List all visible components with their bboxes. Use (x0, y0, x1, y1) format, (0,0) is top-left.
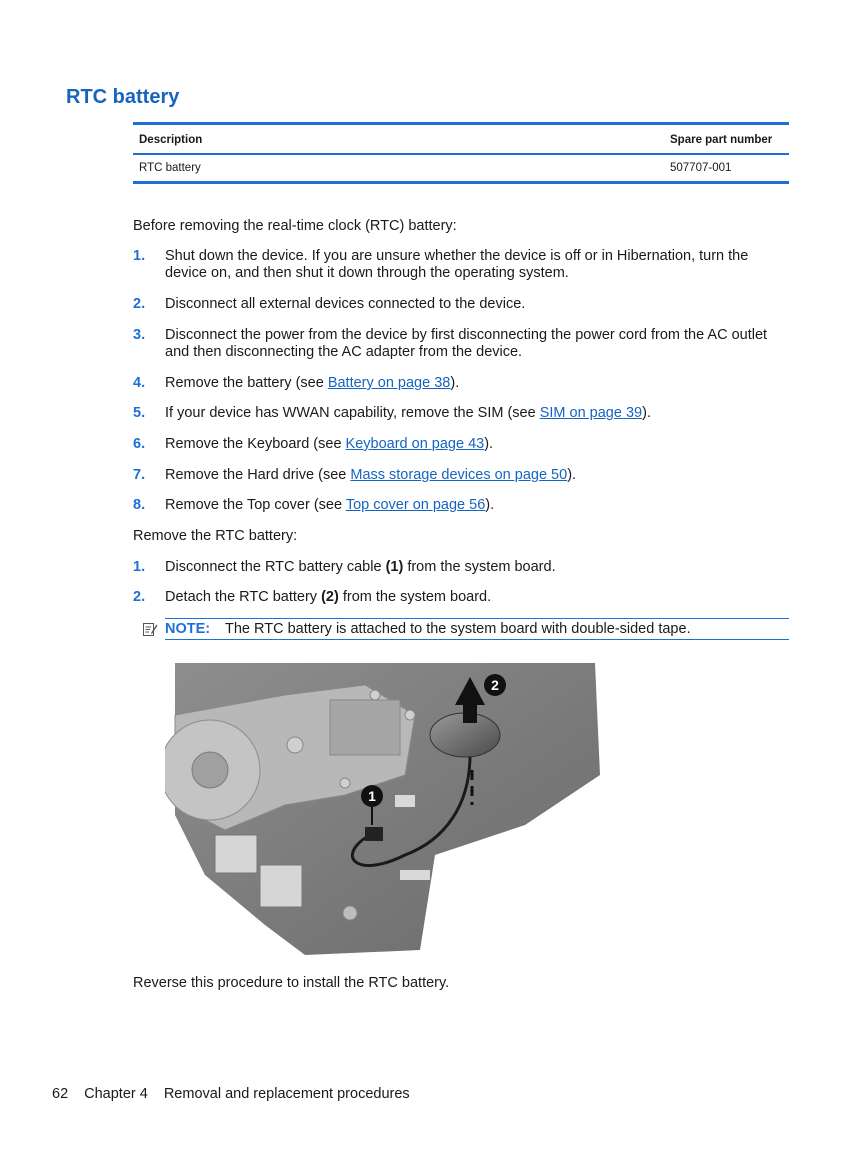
usb-port (260, 865, 302, 907)
step-number: 6. (133, 436, 146, 452)
step-number: 2. (133, 589, 146, 605)
cell-spare-part-number: 507707-001 (670, 161, 732, 174)
fan-hub (192, 752, 228, 788)
link-battery[interactable]: Battery on page 38 (327, 375, 451, 391)
step-number: 2. (133, 296, 146, 312)
step-text: Remove the Top cover (see Top cover on page 56). (165, 497, 495, 513)
step-number: 1. (133, 559, 146, 575)
connector (400, 870, 430, 880)
step-text: Remove the Keyboard (see Keyboard on page 43). (165, 436, 494, 452)
screw (340, 778, 350, 788)
rtc-battery-illustration (165, 655, 610, 958)
link-keyboard[interactable]: Keyboard on page 43 (345, 436, 485, 452)
lift-arrow-shaft (463, 703, 477, 723)
divider (165, 618, 789, 619)
table-header-row (133, 124, 789, 155)
step-text: Disconnect all external devices connected to the device. (165, 296, 526, 312)
note-box (133, 618, 789, 640)
table-row (133, 154, 789, 183)
callout-2-label: 2 (491, 677, 499, 693)
page-footer (52, 1086, 426, 1102)
connector (395, 795, 415, 807)
step-text: Disconnect the RTC battery cable (1) from the system board. (165, 559, 556, 575)
step-text: Detach the RTC battery (2) from the system board. (165, 589, 492, 605)
link-top-cover[interactable]: Top cover on page 56 (345, 497, 486, 513)
link-sim[interactable]: SIM on page 39 (539, 405, 643, 421)
step-number: 4. (133, 375, 146, 391)
note-label: NOTE: (165, 621, 211, 637)
note-icon (142, 621, 158, 637)
intro-text: Before removing the real-time clock (RTC) battery: (133, 218, 457, 234)
step-text: Disconnect the power from the device by first disconnecting the power cord from the AC outlet and then disconnecting the AC adapter from the device. (165, 327, 768, 360)
screw (343, 906, 357, 920)
link-mass-storage[interactable]: Mass storage devices on page 50 (350, 467, 568, 483)
screw (370, 690, 380, 700)
callout-1-label: 1 (368, 788, 376, 804)
page-number: 62 (52, 1086, 69, 1102)
step-text: Shut down the device. If you are unsure whether the device is off or in Hibernation, turn the device on, and then shut it down through the operating system. (165, 248, 749, 281)
rtc-cable-connector (365, 827, 383, 841)
cell-description: RTC battery (139, 161, 201, 174)
spare-parts-table (133, 122, 789, 184)
column-header-spare-part-number: Spare part number (670, 133, 773, 146)
step-number: 5. (133, 405, 146, 421)
step-number: 3. (133, 327, 146, 343)
chapter-title: Removal and replacement procedures (163, 1086, 410, 1102)
column-header-description: Description (139, 133, 203, 146)
closing-text: Reverse this procedure to install the RTC battery. (133, 975, 450, 991)
heat-sink-plate (330, 700, 400, 755)
chapter-label: Chapter 4 (84, 1086, 148, 1102)
step-number: 8. (133, 497, 146, 513)
step-text: If your device has WWAN capability, remove the SIM (see SIM on page 39). (165, 405, 651, 421)
remove-heading: Remove the RTC battery: (133, 528, 298, 544)
step-text: Remove the Hard drive (see Mass storage devices on page 50). (165, 467, 577, 483)
step-number: 7. (133, 467, 146, 483)
step-text: Remove the battery (see Battery on page 38). (165, 375, 460, 391)
step-number: 1. (133, 248, 146, 264)
divider (165, 639, 789, 640)
screw (405, 710, 415, 720)
page-title: RTC battery (66, 86, 180, 108)
note-text: The RTC battery is attached to the system board with double-sided tape. (225, 621, 691, 637)
usb-port (215, 835, 257, 873)
screw (287, 737, 303, 753)
